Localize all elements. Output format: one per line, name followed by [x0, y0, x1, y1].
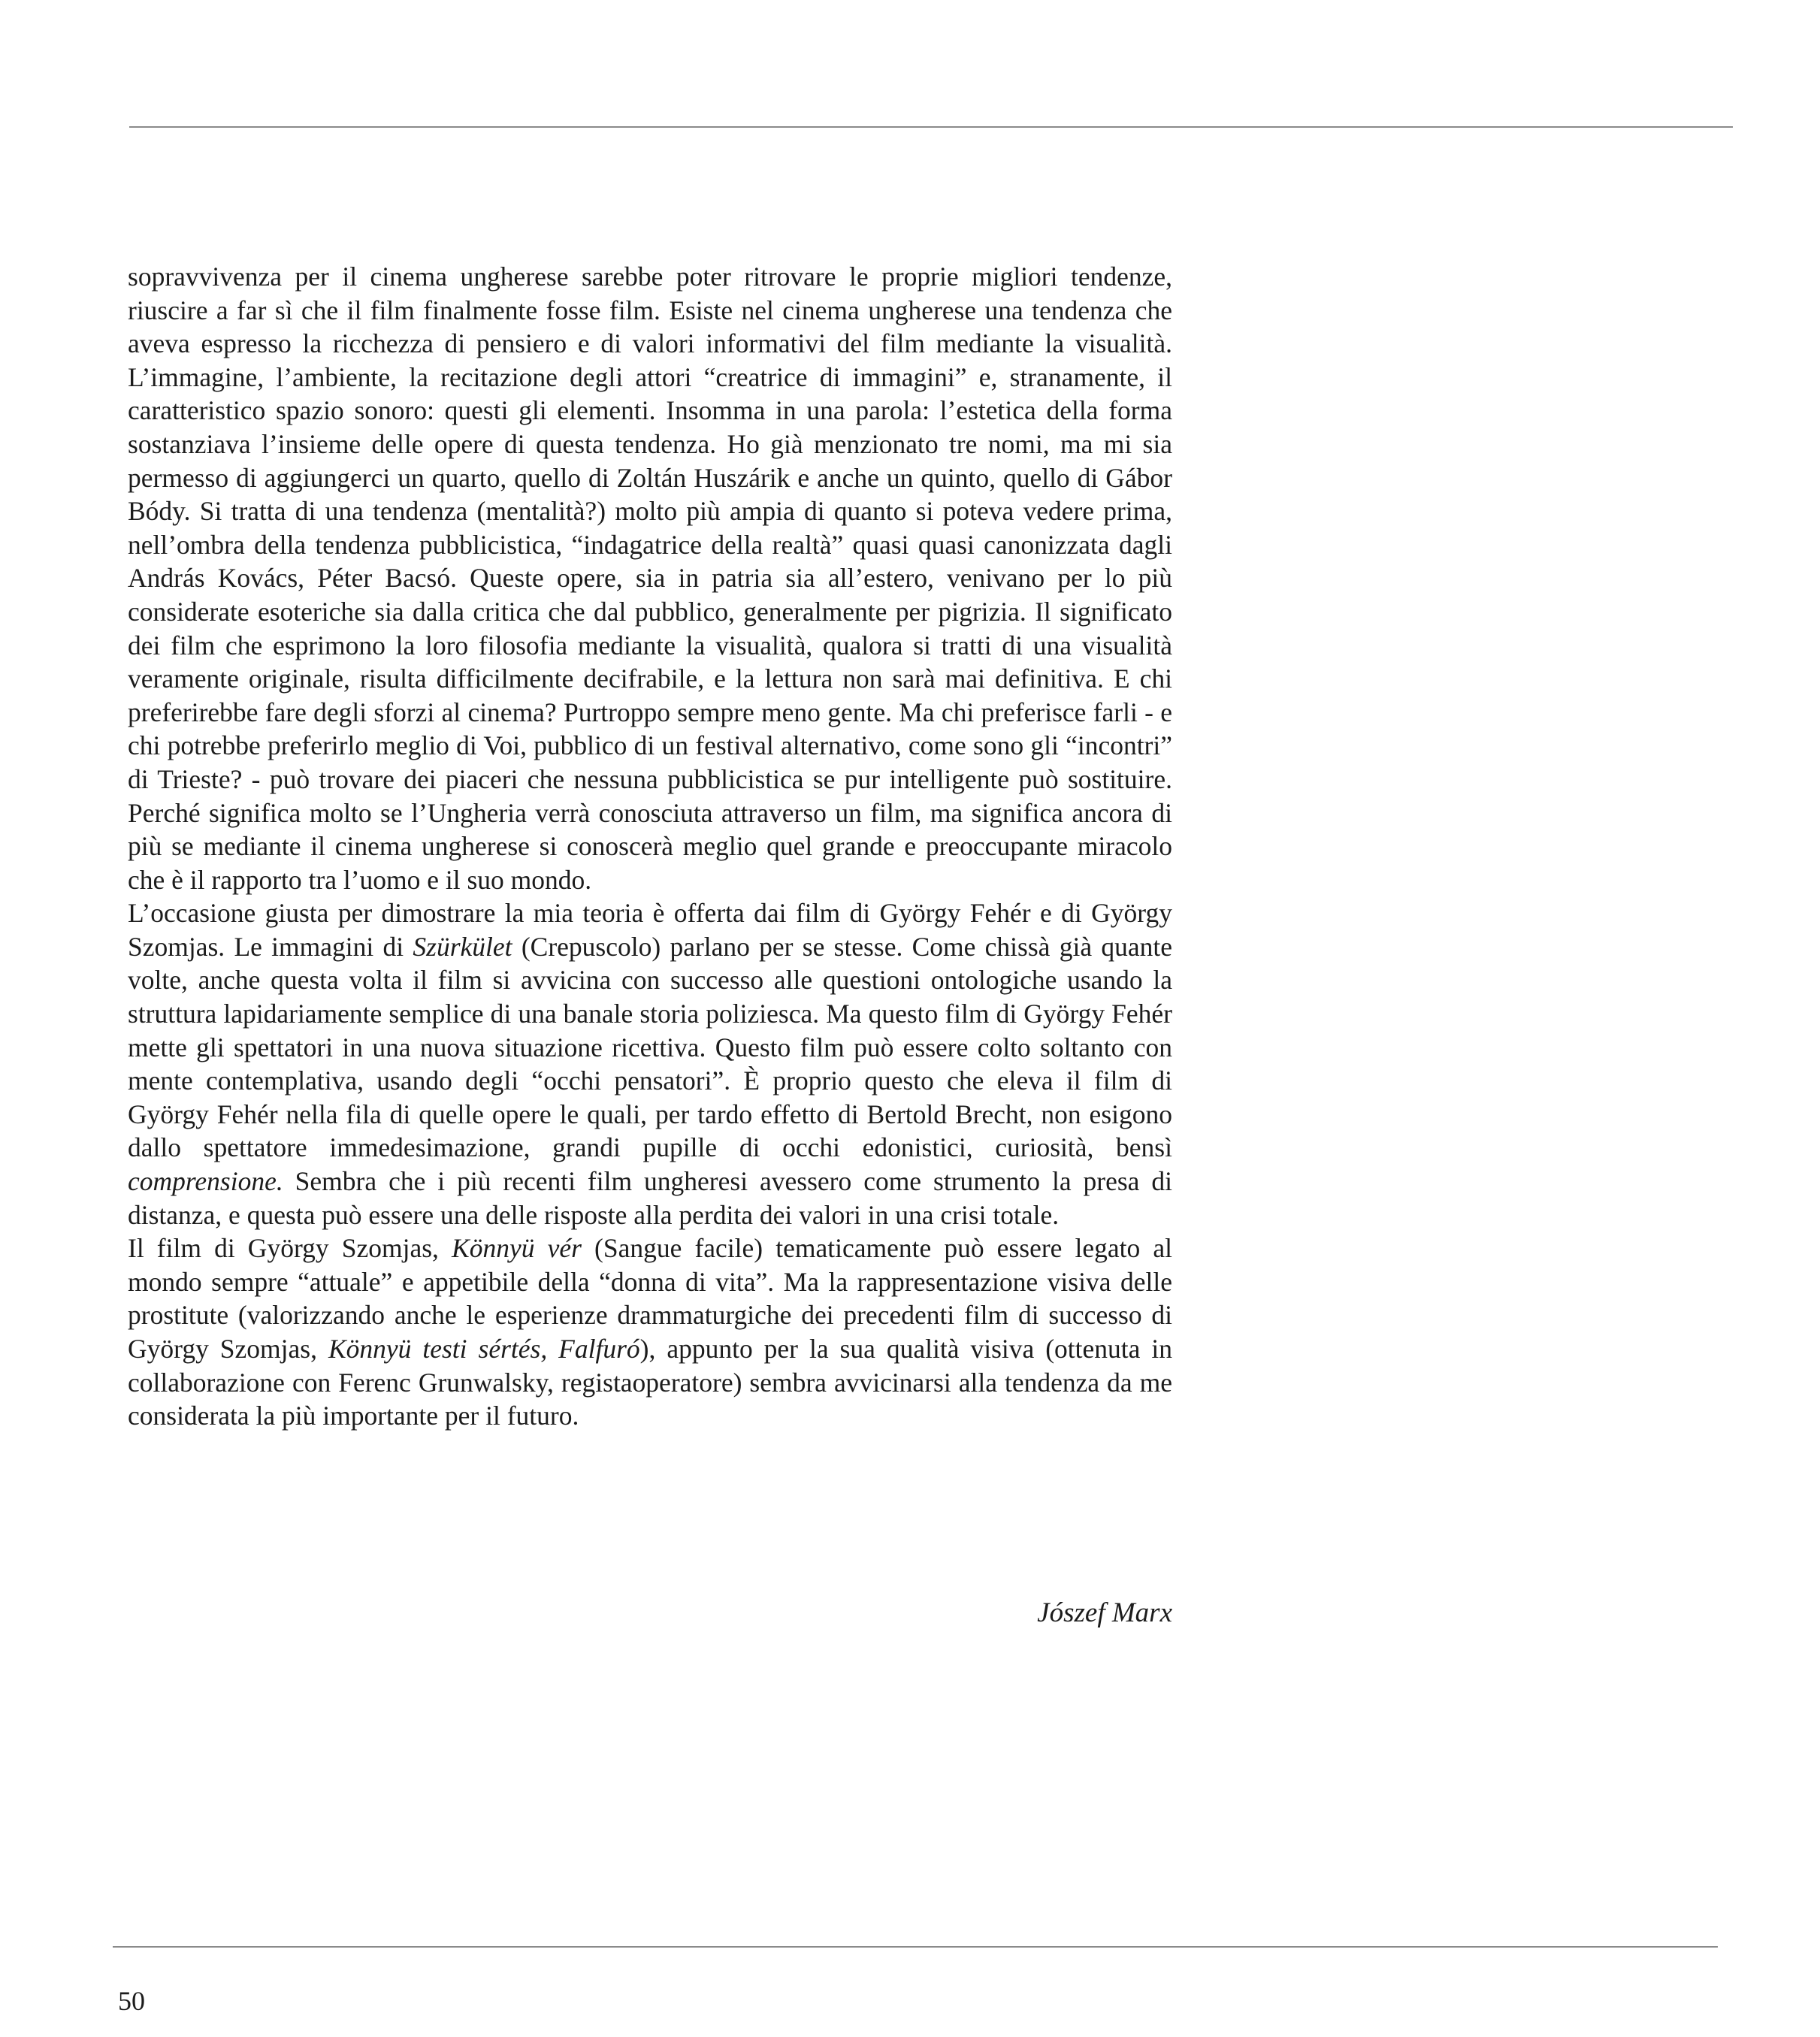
paragraph: [128, 260, 1172, 896]
header-rule: [129, 126, 1733, 128]
paragraph: [128, 896, 1172, 1232]
page-number: 50: [118, 1986, 145, 2016]
text-run: (Crepuscolo) parlano per se stesse. Come chissà già quante volte, anche questa volta il film si avvicina con successo alle questioni ontologiche usando la struttura lapidariamente semplice di una banale storia poliziesca. Ma questo film di György Fehér mette gli spettatori in una nuova situazione ricettiva. Questo film può essere colto soltanto con mente contemplativa, usando degli “occhi pensatori”. È proprio questo che eleva il film di György Fehér nella fila di quelle opere le quali, per tardo effetto di Bertold Brecht, non esigono dallo spettatore immedesimazione, grandi pupille di occhi edonistici, curiosità, bensì: [128, 931, 1172, 1163]
author-signature: Jószef Marx: [1037, 1597, 1172, 1628]
italic-title-run: Szürkület: [413, 931, 512, 962]
text-run: Il film di György Szomjas,: [128, 1233, 452, 1264]
paragraph: [128, 1232, 1172, 1433]
text-run: ), appunto per la sua qualità visiva (ottenuta in collaborazione con Ferenc Grunwalsky, registaoperatore) sembra avvicinarsi alla tendenza da me considerata la più importante per il futuro.: [128, 1334, 1172, 1431]
italic-title-run: Könnyü vér: [452, 1233, 582, 1264]
article-body: [128, 260, 1172, 1433]
footer-rule: [113, 1946, 1718, 1948]
italic-title-run: Könnyü testi sértés, Falfuró: [328, 1334, 640, 1364]
italic-title-run: comprensione.: [128, 1166, 283, 1197]
text-run: Sembra che i più recenti film ungheresi avessero come strumento la presa di distanza, e questa può essere una delle risposte alla perdita dei valori in una crisi totale.: [128, 1166, 1172, 1230]
text-run: L’occasione giusta per dimostrare la mia teoria è offerta dai film di György Fehér e di György Szomjas. Le immagini di: [128, 898, 1172, 962]
text-run: (Sangue facile) tematicamente può essere legato al mondo sempre “attuale” e appetibile della “donna di vita”. Ma la rappresentazione visiva delle prostitute (valorizzando anche le esperienze drammaturgiche dei precedenti film di successo di György Szomjas,: [128, 1233, 1172, 1364]
text-run: sopravvivenza per il cinema ungherese sarebbe poter ritrovare le proprie migliori tendenze, riuscire a far sì che il film finalmente fosse film. Esiste nel cinema ungherese una tendenza che aveva espresso la ricchezza di pensiero e di valori informativi del film mediante la visualità. L’immagine, l’ambiente, la recitazione degli attori “creatrice di immagini” e, stranamente, il caratteristico spazio sonoro: questi gli elementi. Insomma in una parola: l’estetica della forma sostanziava l’insieme delle opere di questa tendenza. Ho già menzionato tre nomi, ma mi sia permesso di aggiungerci un quarto, quello di Zoltán Huszárik e anche un quinto, quello di Gábor Bódy. Si tratta di una tendenza (mentalità?) molto più ampia di quanto si poteva vedere prima, nell’ombra della tendenza pubblicistica, “indagatrice della realtà” quasi quasi canonizzata dagli András Kovács, Péter Bacsó. Queste opere, sia in patria sia all’estero, venivano per lo più considerate esoteriche sia dalla critica che dal pubblico, generalmente per pigrizia. Il significato dei film che esprimono la loro filosofia mediante la visualità, qualora si tratti di una visualità veramente originale, risulta difficilmente decifrabile, e la lettura non sarà mai definitiva. E chi preferirebbe fare degli sforzi al cinema? Purtroppo sempre meno gente. Ma chi preferisce farli - e chi potrebbe preferirlo meglio di Voi, pubblico di un festival alternativo, come sono gli “incontri” di Trieste? - può trovare dei piaceri che nessuna pubblicistica se pur intelligente può sostituire. Perché significa molto se l’Ungheria verrà conosciuta attraverso un film, ma significa ancora di più se mediante il cinema ungherese si conoscerà meglio quel grande e preoccupante miracolo che è il rapporto tra l’uomo e il suo mondo.: [128, 261, 1172, 895]
